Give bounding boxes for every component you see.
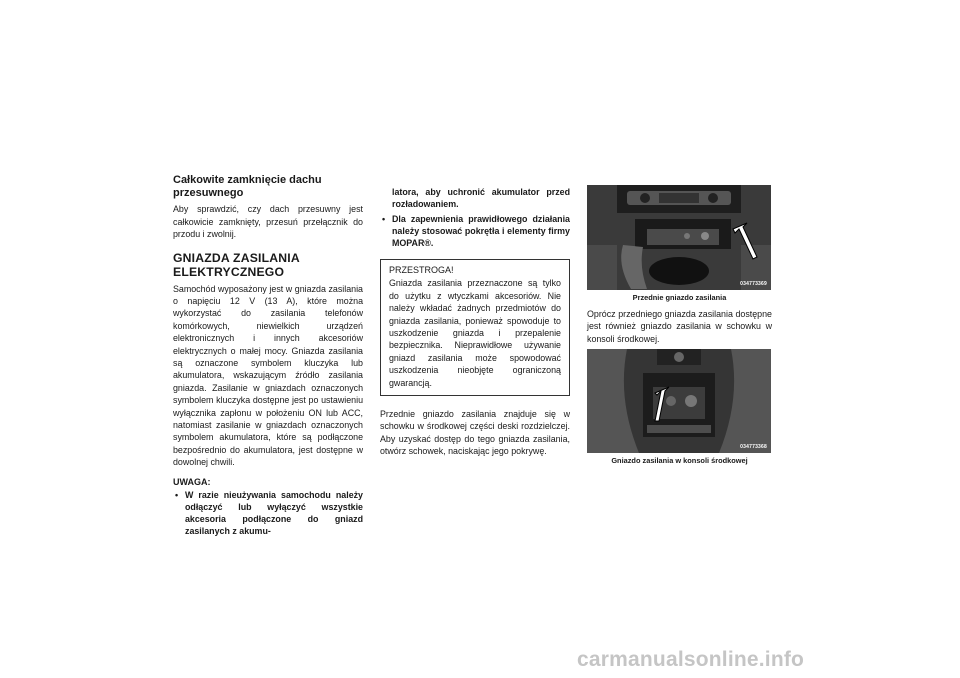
console-outlet-paragraph: Oprócz przedniego gniazda zasilania dostępne jest również gniazdo zasilania w schowku w konsoli środkowej. [587, 309, 772, 344]
right-column [587, 170, 772, 465]
note-bullet-1-continued: latora, aby uchronić akumulator przed rozładowaniem. [392, 187, 570, 210]
front-outlet-photo [587, 185, 771, 290]
left-column [173, 170, 363, 537]
caution-text: Gniazda zasilania przeznaczone są tylko do użytku z wtyczkami akcesoriów. Nie należy wkładać żadnych przedmiotów do gniazda zasilania, ponieważ spowoduje to uszkodzenie gniazda i przepalenie bezpiecznika. Nieprawidłowe używanie gniazd zasilania może spowodować uszkodzenia nieobjęte ograniczoną gwarancją. [389, 278, 561, 388]
console-outlet-photo [587, 349, 771, 453]
power-outlets-paragraph: Samochód wyposażony jest w gniazda zasilania o napięciu 12 V (13 A), które można wykorzystać do zasilania telefonów komórkowych, niewielkich urządzeń elektronicznych i innych akcesoriów elektrycznych o małej mocy. Gniazda zasilania są oznaczone symbolem kluczyka lub akumulatora, wskazującym źródło zasilania gniazda. Zasilanie w gniazdach oznaczonych symbolem kluczyka dostępne jest po ustawieniu wyłącznika zapłonu w położeniu ON lub ACC, natomiast zasilanie w gniazdach oznaczonych symbolem akumulatora, które są podłączone bezpośrednio do akumulatora, jest dostępne w dowolnej chwili. [173, 283, 363, 468]
middle-column [380, 170, 570, 458]
section-heading-power-outlets: GNIAZDA ZASILANIA ELEKTRYCZNEGO [173, 250, 300, 279]
caution-title: PRZESTROGA! [389, 265, 454, 276]
figure-code-2: 034773368 [740, 444, 767, 451]
note-label: UWAGA: [173, 476, 211, 487]
front-outlet-paragraph: Przednie gniazdo zasilania znajduje się w schowku w środkowej części deski rozdzielczej. Aby uzyskać dostęp do tego gniazda zasilania, otwórz schowek, naciskając jego pokrywę. [380, 409, 570, 457]
console-outlet-illustration [587, 349, 771, 453]
front-outlet-illustration [587, 185, 771, 290]
watermark: carmanualsonline.info [577, 648, 805, 671]
note-list [173, 489, 363, 538]
note-bullet-2: • Dla zapewnienia prawidłowego działania należy stosować pokrętła i elementy firmy MOPAR®. [380, 213, 570, 250]
sunroof-paragraph: Aby sprawdzić, czy dach przesuwny jest całkowicie zamknięty, przesuń przełącznik do przodu i zwolnij. [173, 204, 363, 240]
figure-caption-1: Przednie gniazdo zasilania [632, 293, 727, 302]
figure-caption-2: Gniazdo zasilania w konsoli środkowej [611, 456, 748, 466]
section-heading-sunroof: Całkowite zamknięcie dachu przesuwnego [173, 174, 322, 199]
caution-box [380, 259, 570, 396]
figure-code-1: 034773369 [740, 281, 767, 287]
note-list-continued [380, 213, 570, 250]
note-bullet-1: • W razie nieużywania samochodu należy odłączyć lub wyłączyć wszystkie akcesoria podłączone do gniazd zasilanych z akumu- [173, 489, 363, 538]
